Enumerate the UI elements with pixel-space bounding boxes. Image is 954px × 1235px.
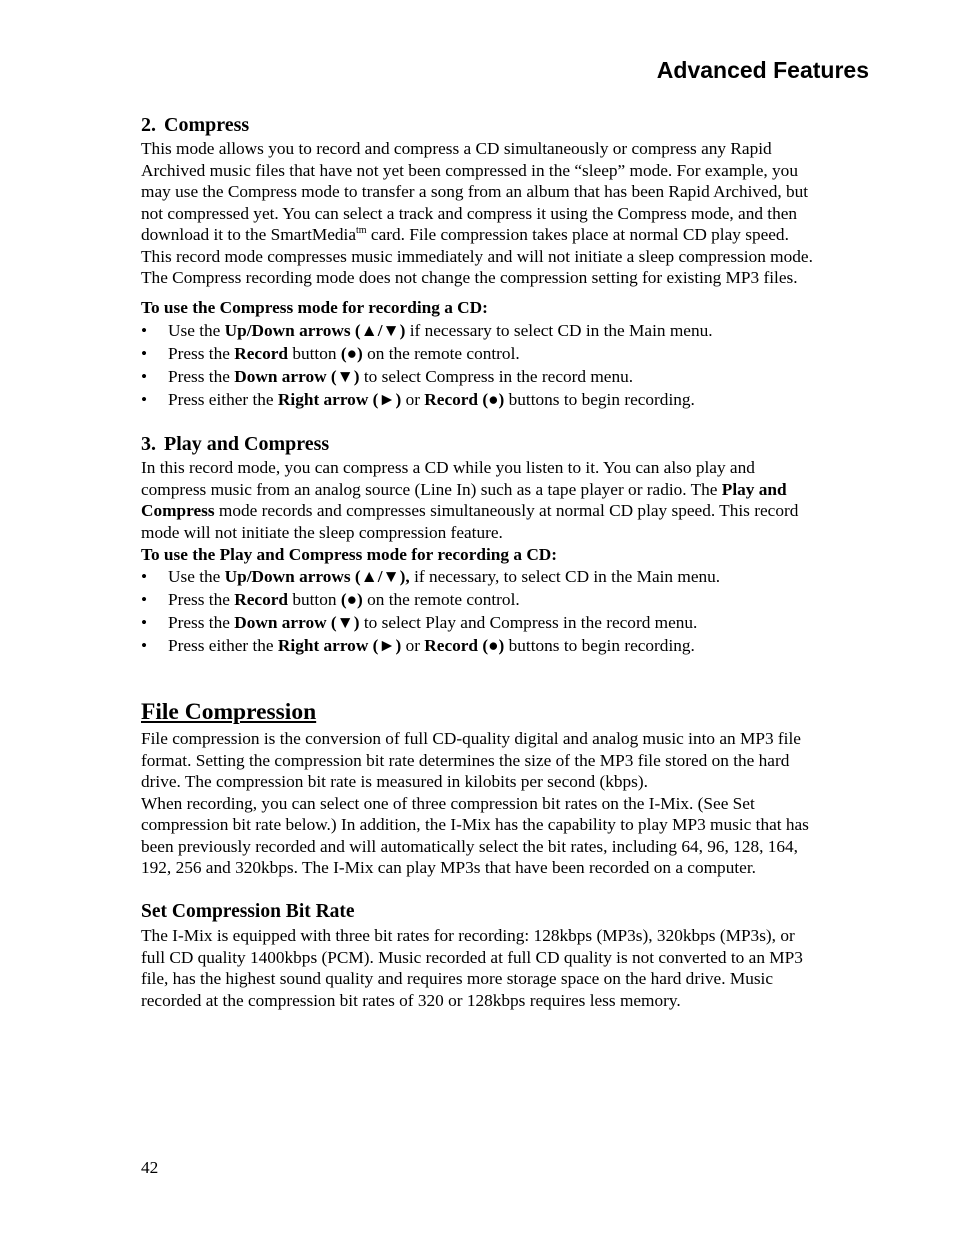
text-run: to select Compress in the record menu. [359, 367, 634, 386]
page-header-title: Advanced Features [656, 57, 869, 83]
bullet-icon: • [141, 636, 148, 655]
section-number: 2. [141, 114, 156, 136]
text-run: Use the [168, 321, 225, 340]
paragraph-line: File compression is the conversion of full CD-quality digital and analog music into an MP3 file [141, 729, 801, 748]
text-run: button [288, 590, 341, 609]
text-run: if necessary, to select CD in the Main menu. [409, 567, 721, 586]
list-item [141, 365, 713, 388]
list-item [141, 588, 720, 611]
paragraph-line: mode will not initiate the sleep compression feature. [141, 522, 503, 542]
list-item [141, 634, 720, 657]
bullet-icon: • [141, 367, 148, 386]
list-item [141, 565, 720, 588]
bold-run: Down arrow (▼) [234, 367, 360, 386]
bold-run: Record [234, 344, 288, 363]
paragraph-line: not compressed yet. You can select a track and compress it using the Compress mode, and then [141, 203, 798, 223]
file-compression-heading: File Compression [141, 699, 317, 725]
play-compress-paragraph [141, 457, 869, 543]
text-run: Press the [168, 344, 235, 363]
compress-steps-list [141, 319, 713, 411]
play-compress-steps-list [141, 565, 720, 657]
compress-instruction: To use the Compress mode for recording a CD: [141, 298, 488, 317]
list-item [141, 342, 713, 365]
list-item [141, 319, 713, 342]
section-title: Compress [164, 114, 250, 136]
section-title: Play and Compress [164, 433, 330, 455]
bold-run: Record (●) [424, 636, 505, 655]
text-run: Press either the [168, 636, 278, 655]
text-run: compress music from an analog source (Line In) such as a tape player or radio. The [141, 479, 722, 499]
paragraph-line: 192, 256 and 320kbps. The I-Mix can play MP3s that have been recorded on a computer. [141, 858, 756, 877]
text-run: mode records and compresses simultaneously at normal CD play speed. This record [214, 501, 799, 520]
text-run: or [401, 636, 425, 655]
paragraph-line: may use the Compress mode to transfer a song from an album that has been Rapid Archived, but [141, 182, 809, 201]
bold-run: Down arrow (▼) [234, 613, 360, 632]
paragraph-line: format. Setting the compression bit rate determines the size of the MP3 file stored on the hard [141, 750, 790, 770]
trademark-superscript: tm [356, 225, 367, 237]
text-run: buttons to begin recording. [504, 390, 695, 409]
paragraph-line: This record mode compresses music immediately and will not initiate a sleep compression mode. [141, 246, 813, 266]
paragraph-line: been previously recorded and will automatically select the bit rates, including 64, 96, 128, 164, [141, 836, 798, 856]
text-run: download it to the SmartMedia [141, 225, 357, 244]
bold-run: Up/Down arrows (▲/▼) [224, 321, 406, 340]
text-run: Press the [168, 367, 235, 386]
bullet-icon: • [141, 344, 148, 363]
paragraph-line: file, has the highest sound quality and requires more storage space on the hard drive. Music [141, 969, 774, 988]
bold-run: Right arrow (►) [277, 636, 402, 655]
text-run: on the remote control. [362, 590, 520, 609]
bullet-icon: • [141, 321, 148, 340]
text-run: to select Play and Compress in the record menu. [359, 613, 698, 632]
paragraph-line: compression bit rate below.) In addition, the I-Mix has the capability to play MP3 music that has [141, 815, 809, 834]
paragraph-line: The Compress recording mode does not change the compression setting for existing MP3 files. [141, 268, 798, 287]
bold-run: Record (●) [424, 390, 505, 409]
paragraph-line [141, 500, 869, 522]
bullet-icon: • [141, 613, 148, 632]
paragraph-line: This mode allows you to record and compress a CD simultaneously or compress any Rapid [141, 139, 772, 158]
bold-run: Play and [721, 479, 787, 499]
paragraph-line [141, 224, 869, 246]
section-heading-compress [141, 113, 249, 137]
text-run: Press either the [168, 390, 278, 409]
bullet-icon: • [141, 590, 148, 609]
compress-paragraph [141, 138, 869, 289]
list-item [141, 611, 720, 634]
text-run: Press the [168, 590, 235, 609]
paragraph-line: drive. The compression bit rate is measured in kilobits per second (kbps). [141, 772, 648, 791]
bullet-icon: • [141, 390, 148, 409]
paragraph-line: In this record mode, you can compress a CD while you listen to it. You can also play and [141, 458, 755, 477]
paragraph-line: The I-Mix is equipped with three bit rates for recording: 128kbps (MP3s), 320kbps (MP3s), or [141, 926, 795, 945]
bold-run: (●) [340, 590, 363, 609]
bold-run: Up/Down arrows (▲/▼), [224, 567, 410, 586]
file-compression-paragraph [141, 728, 869, 879]
bullet-icon: • [141, 567, 148, 586]
paragraph-line: full CD quality 1400kbps (PCM). Music recorded at full CD quality is not converted to an MP3 [141, 947, 803, 967]
bit-rate-heading: Set Compression Bit Rate [141, 901, 355, 922]
bold-run: Record [234, 590, 288, 609]
bold-run: Compress [141, 501, 215, 520]
bold-run: Right arrow (►) [277, 390, 402, 409]
paragraph-line: Archived music files that have not yet been compressed in the “sleep” mode. For example, you [141, 160, 798, 180]
text-run: Press the [168, 613, 235, 632]
text-run: button [288, 344, 341, 363]
bit-rate-paragraph [141, 925, 869, 1011]
paragraph-line: recorded at the compression bit rates of 320 or 128kbps requires less memory. [141, 990, 681, 1010]
text-run: or [401, 390, 425, 409]
text-run: if necessary to select CD in the Main menu. [405, 321, 713, 340]
text-run: buttons to begin recording. [504, 636, 695, 655]
text-run: on the remote control. [362, 344, 520, 363]
paragraph-line: When recording, you can select one of three compression bit rates on the I-Mix. (See Set [141, 793, 755, 813]
list-item [141, 388, 713, 411]
section-number: 3. [141, 433, 156, 455]
bold-run: (●) [340, 344, 363, 363]
text-run: card. File compression takes place at normal CD play speed. [366, 225, 789, 244]
text-run: Use the [168, 567, 225, 586]
page-number: 42 [141, 1158, 159, 1177]
play-compress-instruction: To use the Play and Compress mode for recording a CD: [141, 545, 558, 564]
paragraph-line [141, 479, 869, 501]
section-heading-play-compress [141, 432, 329, 456]
